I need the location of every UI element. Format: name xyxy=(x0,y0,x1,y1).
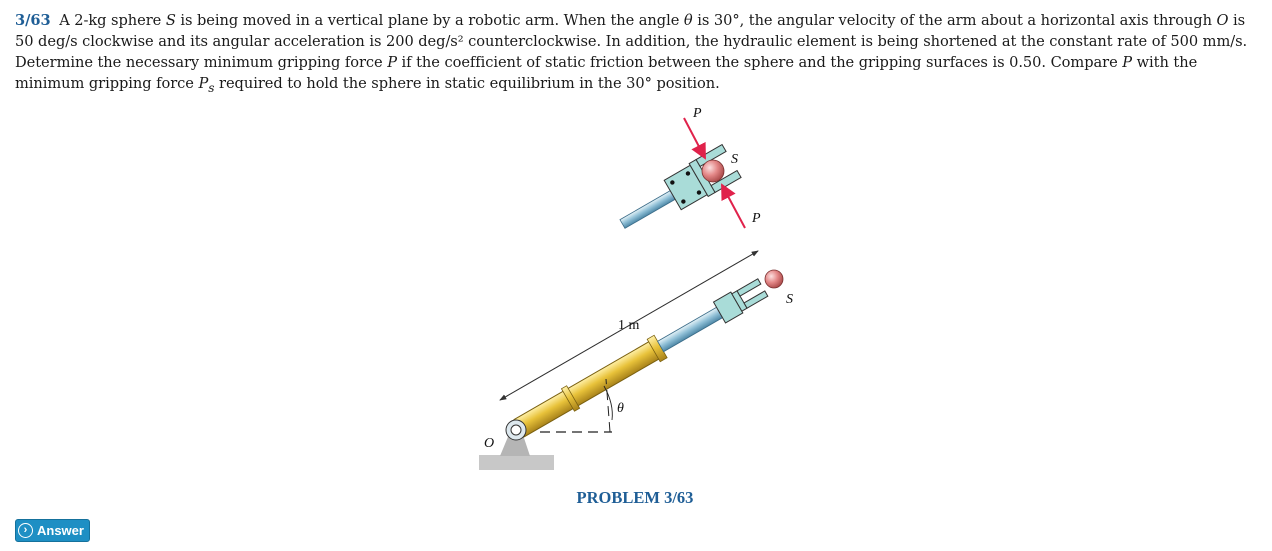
label-s-top: S xyxy=(731,152,738,167)
chevron-right-icon: › xyxy=(18,523,33,538)
sphere-small xyxy=(765,270,783,288)
hydraulic-arm xyxy=(510,276,770,441)
robotic-arm-figure xyxy=(470,100,810,470)
sphere-detail xyxy=(702,160,724,182)
force-arrow-top xyxy=(684,118,705,158)
answer-button-label: Answer xyxy=(37,523,84,538)
figure-caption: PROBLEM 3/63 xyxy=(576,488,694,507)
label-p-top: P xyxy=(693,106,702,121)
label-length: 1 m xyxy=(618,318,640,333)
label-o: O xyxy=(484,436,495,451)
label-theta: θ xyxy=(617,401,624,416)
gripper-detail xyxy=(613,145,741,241)
problem-statement: 3/63 A 2-kg sphere S is being moved in a vertical plane by a robotic arm. When the angle θ is 30°, the angular velocity of the arm about a horizontal axis through O is 50 deg/s clockwise and its angular acceleration is 200 deg/s² counterclockwise. In addition, the hydraulic element is being shortened at the constant rate of 500 mm/s. Determine the necessary minimum gripping force P if the coefficient of static friction between the sphere and the gripping surfaces is 0.50. Compare P with the minimum gripping force $P_s$ required to hold the sphere in static equilibrium in the 30° position. xyxy=(15,12,1248,95)
answer-button[interactable] xyxy=(15,519,90,542)
label-p-bottom: P xyxy=(752,211,761,226)
problem-number: 3/63 xyxy=(15,12,51,29)
label-s-main: S xyxy=(786,292,793,307)
force-arrow-bottom xyxy=(722,185,745,228)
